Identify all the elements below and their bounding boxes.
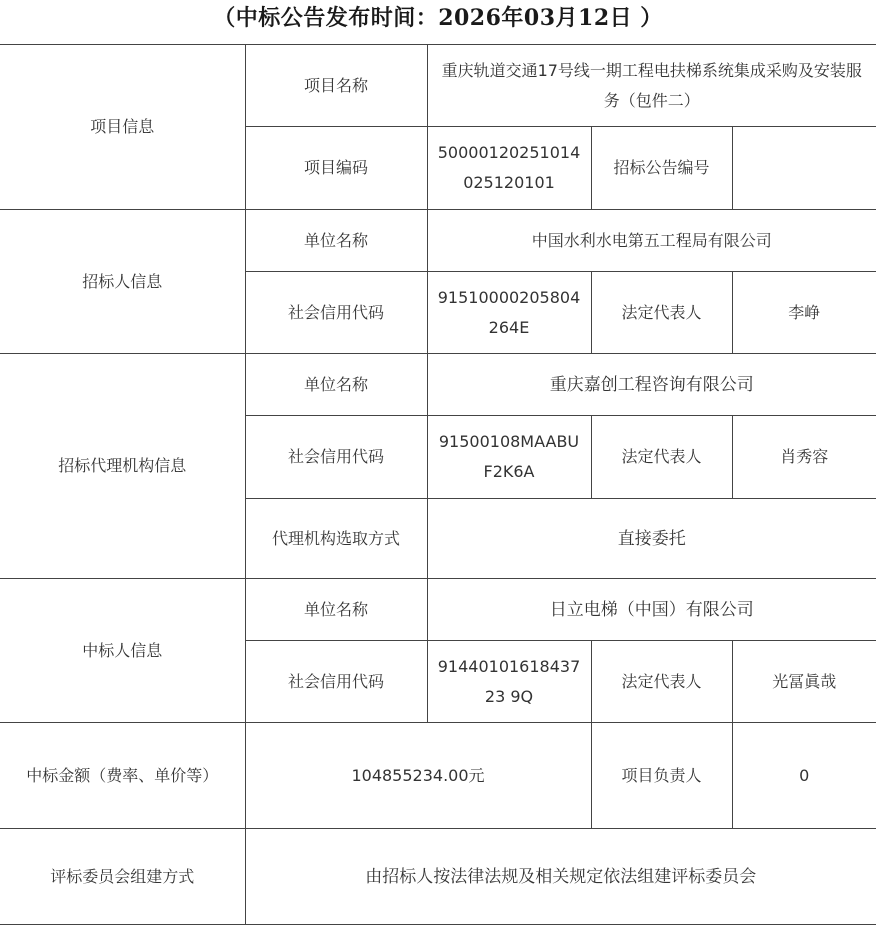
table-row: [0, 45, 876, 127]
winner-unit-label: 单位名称: [245, 579, 427, 641]
table-row: [0, 354, 876, 416]
tenderer-credit-value: 91510000205804264E: [427, 272, 591, 354]
project-code-value: 50000120251014025120101: [427, 127, 591, 210]
project-code-label: 项目编码: [245, 127, 427, 210]
agency-credit-label: 社会信用代码: [245, 416, 427, 499]
agency-unit-label: 单位名称: [245, 354, 427, 416]
agency-method-value: 直接委托: [427, 499, 876, 579]
winner-unit-value: 日立电梯（中国）有限公司: [427, 579, 876, 641]
tenderer-unit-value: 中国水利水电第五工程局有限公司: [427, 210, 876, 272]
project-manager-value: 0: [732, 723, 876, 829]
winner-credit-value: 9144010161843723 9Q: [427, 641, 591, 723]
agency-unit-value: 重庆嘉创工程咨询有限公司: [427, 354, 876, 416]
agency-legal-label: 法定代表人: [591, 416, 732, 499]
table-row: [0, 829, 876, 925]
tenderer-legal-label: 法定代表人: [591, 272, 732, 354]
page-title: （中标公告发布时间：2026年03月12日 ）: [213, 5, 663, 31]
winner-credit-label: 社会信用代码: [245, 641, 427, 723]
winner-legal-label: 法定代表人: [591, 641, 732, 723]
bid-amount-value: 104855234.00元: [245, 723, 591, 829]
notice-number-label: 招标公告编号: [591, 127, 732, 210]
winner-legal-value: 光冨眞哉: [732, 641, 876, 723]
agency-legal-value: 肖秀容: [732, 416, 876, 499]
section-winner-info: 中标人信息: [0, 579, 245, 723]
tenderer-legal-value: 李峥: [732, 272, 876, 354]
tenderer-unit-label: 单位名称: [245, 210, 427, 272]
table-row: [0, 579, 876, 641]
table-row: [0, 723, 876, 829]
agency-method-label: 代理机构选取方式: [245, 499, 427, 579]
section-project-info: 项目信息: [0, 45, 245, 210]
project-name-label: 项目名称: [245, 45, 427, 127]
notice-number-value: [732, 127, 876, 210]
project-manager-label: 项目负责人: [591, 723, 732, 829]
project-name-value: 重庆轨道交通17号线一期工程电扶梯系统集成采购及安装服务（包件二）: [427, 45, 876, 127]
table-row: [0, 210, 876, 272]
section-tenderer-info: 招标人信息: [0, 210, 245, 354]
tenderer-credit-label: 社会信用代码: [245, 272, 427, 354]
bid-amount-label: 中标金额（费率、单价等）: [0, 723, 245, 829]
committee-value: 由招标人按法律法规及相关规定依法组建评标委员会: [245, 829, 876, 925]
section-agency-info: 招标代理机构信息: [0, 354, 245, 579]
award-notice-table: [0, 44, 876, 925]
committee-label: 评标委员会组建方式: [0, 829, 245, 925]
agency-credit-value: 91500108MAABUF2K6A: [427, 416, 591, 499]
